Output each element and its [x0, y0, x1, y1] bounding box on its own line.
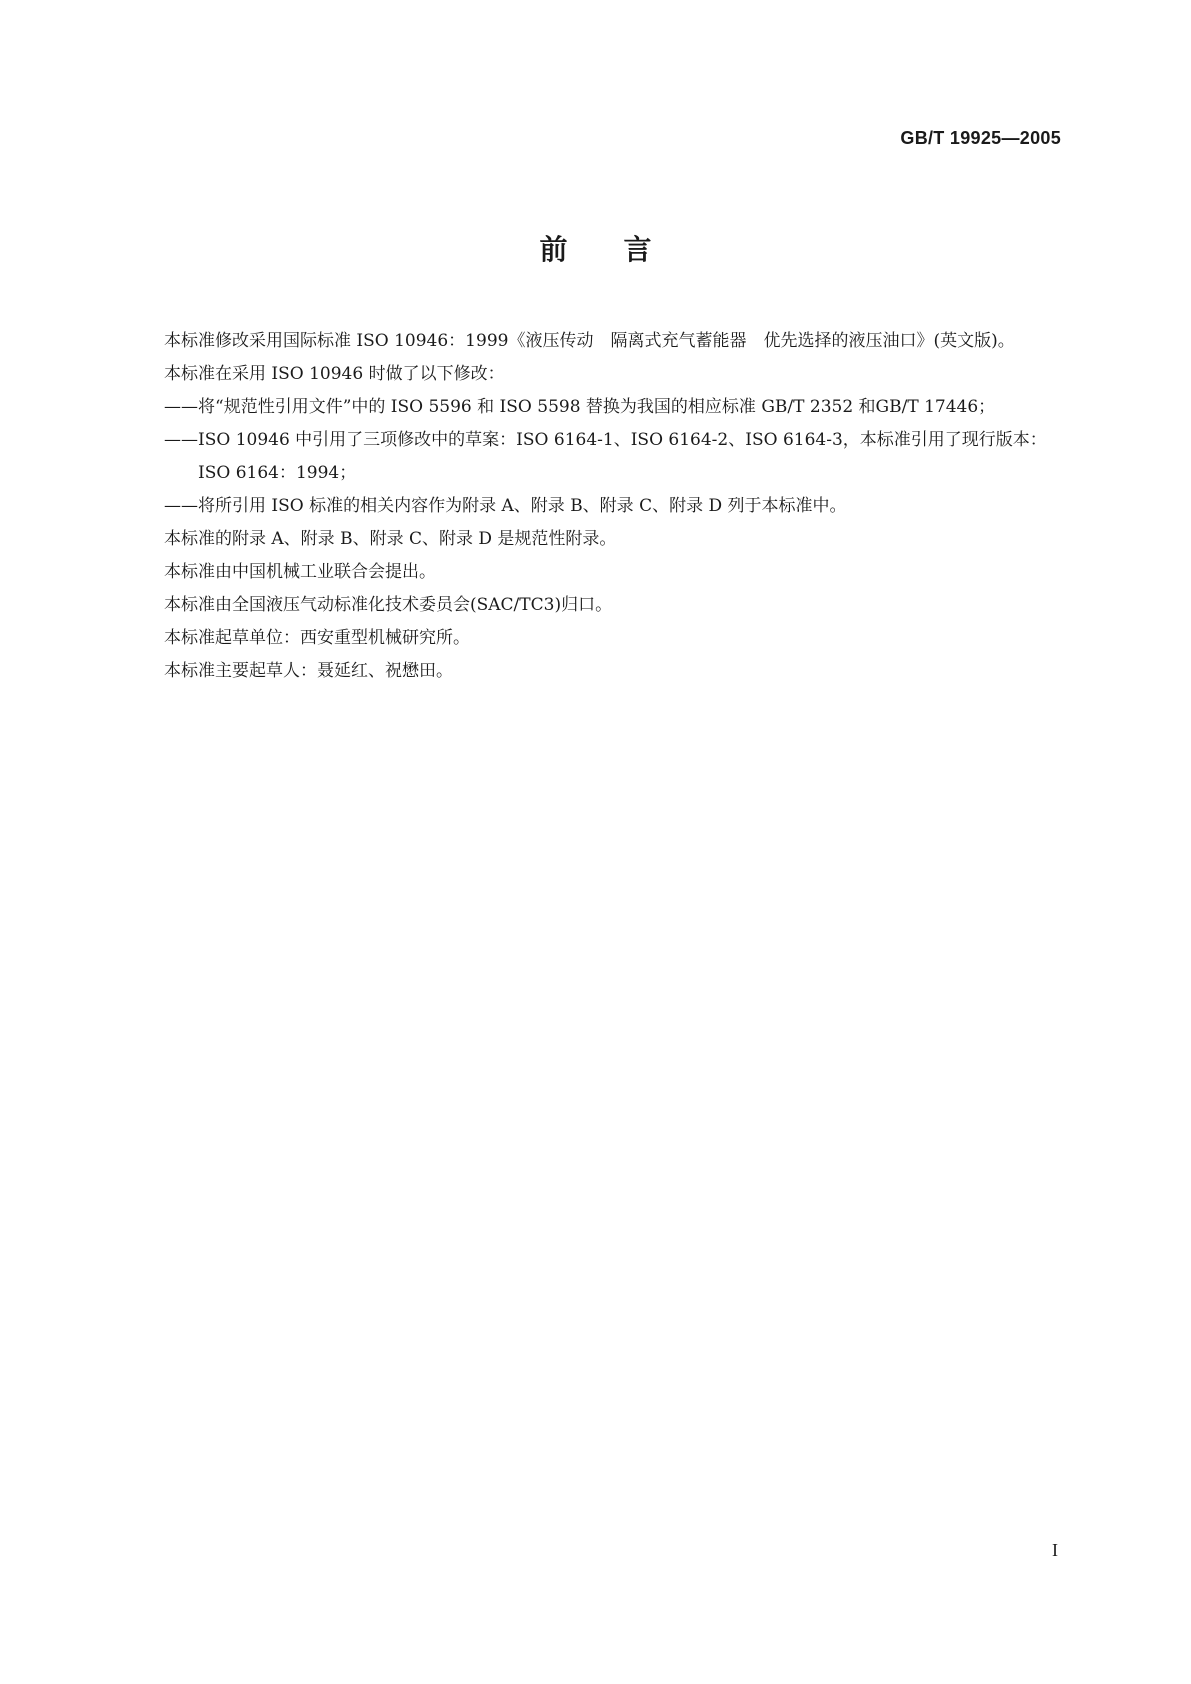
paragraph-proposer: 本标准由中国机械工业联合会提出。	[164, 562, 436, 582]
modification-item-annexes: ——将所引用 ISO 标准的相关内容作为附录 A、附录 B、附录 C、附录 D 列于本标准中。	[164, 496, 847, 516]
paragraph-modifications-intro: 本标准在采用 ISO 10946 时做了以下修改：	[164, 364, 505, 384]
paragraph-annex-status: 本标准的附录 A、附录 B、附录 C、附录 D 是规范性附录。	[164, 529, 617, 549]
paragraph-adoption: 本标准修改采用国际标准 ISO 10946：1999《液压传动 隔离式充气蓄能器 优先选择的液压油口》(英文版)。	[164, 331, 1015, 351]
modification-item-drafts: ——ISO 10946 中引用了三项修改中的草案：ISO 6164-1、ISO 6164-2、ISO 6164-3，本标准引用了现行版本：ISO 6164：1994；	[164, 430, 1047, 483]
modification-item-references: ——将“规范性引用文件”中的 ISO 5596 和 ISO 5598 替换为我国的相应标准 GB/T 2352 和GB/T 17446；	[164, 397, 996, 417]
foreword-body	[130, 325, 1060, 688]
paragraph-drafters: 本标准主要起草人：聂延红、祝懋田。	[164, 661, 453, 681]
paragraph-drafting-unit: 本标准起草单位：西安重型机械研究所。	[164, 628, 470, 648]
page-title: 前言	[539, 233, 708, 266]
standard-code: GB/T 19925—2005	[900, 128, 1061, 148]
page-number: I	[1052, 1540, 1058, 1560]
paragraph-technical-committee: 本标准由全国液压气动标准化技术委员会(SAC/TC3)归口。	[164, 595, 613, 615]
